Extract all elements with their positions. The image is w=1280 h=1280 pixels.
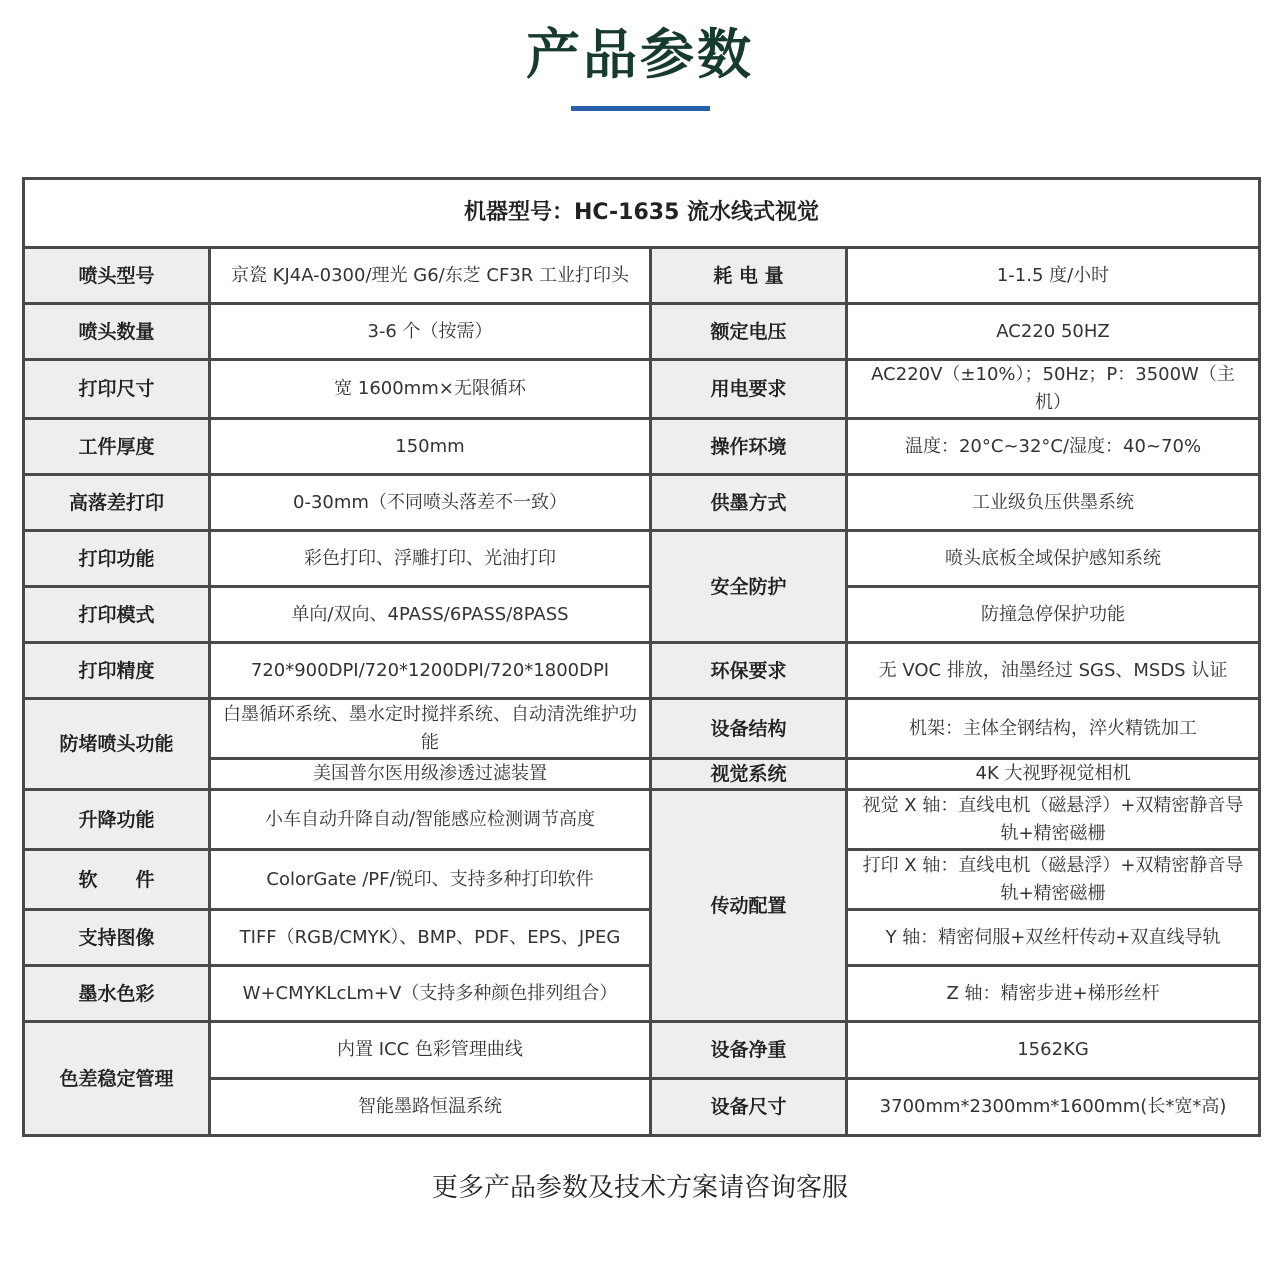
- page-title: 产品参数: [526, 23, 754, 86]
- row-value: 喷头底板全域保护感知系统: [847, 531, 1260, 587]
- row-value: 京瓷 KJ4A-0300/理光 G6/东芝 CF3R 工业打印头: [210, 248, 651, 304]
- row-label: 视觉系统: [651, 759, 847, 790]
- table-row: [24, 419, 1260, 475]
- row-label: 打印功能: [24, 531, 210, 587]
- table-row: [24, 643, 1260, 699]
- row-value: 150mm: [210, 419, 651, 475]
- row-label: 防堵喷头功能: [24, 699, 210, 790]
- row-value: 0-30mm（不同喷头落差不一致）: [210, 475, 651, 531]
- row-label: 工件厚度: [24, 419, 210, 475]
- row-label: 打印模式: [24, 587, 210, 643]
- row-label: 耗 电 量: [651, 248, 847, 304]
- table-row: [24, 699, 1260, 759]
- row-label: 打印尺寸: [24, 360, 210, 419]
- row-value: 1-1.5 度/小时: [847, 248, 1260, 304]
- table-row: [24, 1079, 1260, 1136]
- row-value: 1562KG: [847, 1022, 1260, 1079]
- row-label: 设备尺寸: [651, 1079, 847, 1136]
- machine-model-header: 机器型号：HC-1635 流水线式视觉: [24, 179, 1260, 248]
- row-value: 工业级负压供墨系统: [847, 475, 1260, 531]
- table-row: [24, 360, 1260, 419]
- row-value: 防撞急停保护功能: [847, 587, 1260, 643]
- row-label: 支持图像: [24, 910, 210, 966]
- row-value: 720*900DPI/720*1200DPI/720*1800DPI: [210, 643, 651, 699]
- row-value: 3-6 个（按需）: [210, 304, 651, 360]
- row-value: 无 VOC 排放，油墨经过 SGS、MSDS 认证: [847, 643, 1260, 699]
- row-label: 用电要求: [651, 360, 847, 419]
- row-label: 喷头型号: [24, 248, 210, 304]
- table-row: [24, 587, 1260, 643]
- table-row: [24, 531, 1260, 587]
- row-label: 传动配置: [651, 790, 847, 1022]
- title-underline: [571, 106, 710, 111]
- row-label: 色差稳定管理: [24, 1022, 210, 1136]
- row-value: Y 轴：精密伺服+双丝杆传动+双直线导轨: [847, 910, 1260, 966]
- row-value: 小车自动升降自动/智能感应检测调节高度: [210, 790, 651, 850]
- table-row: [24, 790, 1260, 850]
- table-row: [24, 966, 1260, 1022]
- row-label: 墨水色彩: [24, 966, 210, 1022]
- row-label: 额定电压: [651, 304, 847, 360]
- table-row: [24, 910, 1260, 966]
- row-value: TIFF（RGB/CMYK）、BMP、PDF、EPS、JPEG: [210, 910, 651, 966]
- row-value: 温度：20°C~32°C/湿度：40~70%: [847, 419, 1260, 475]
- row-label: 打印精度: [24, 643, 210, 699]
- row-label: 软 件: [24, 850, 210, 910]
- row-label: 供墨方式: [651, 475, 847, 531]
- row-value: 智能墨路恒温系统: [210, 1079, 651, 1136]
- row-label: 环保要求: [651, 643, 847, 699]
- row-value: 机架：主体全钢结构，淬火精铣加工: [847, 699, 1260, 759]
- row-value: AC220V（±10%）；50Hz；P：3500W（主机）: [847, 360, 1260, 419]
- row-value: 4K 大视野视觉相机: [847, 759, 1260, 790]
- row-value: 宽 1600mm×无限循环: [210, 360, 651, 419]
- row-label: 设备净重: [651, 1022, 847, 1079]
- table-row: [24, 475, 1260, 531]
- row-value: 内置 ICC 色彩管理曲线: [210, 1022, 651, 1079]
- row-value: 打印 X 轴：直线电机（磁悬浮）+双精密静音导轨+精密磁栅: [847, 850, 1260, 910]
- table-header-row: [24, 179, 1260, 248]
- table-row: [24, 248, 1260, 304]
- row-value: 白墨循环系统、墨水定时搅拌系统、自动清洗维护功能: [210, 699, 651, 759]
- row-value: Z 轴：精密步进+梯形丝杆: [847, 966, 1260, 1022]
- table-row: [24, 759, 1260, 790]
- row-label: 安全防护: [651, 531, 847, 643]
- footer-note: 更多产品参数及技术方案请咨询客服: [431, 1173, 848, 1203]
- row-label: 喷头数量: [24, 304, 210, 360]
- table-row: [24, 1022, 1260, 1079]
- row-label: 操作环境: [651, 419, 847, 475]
- row-value: AC220 50HZ: [847, 304, 1260, 360]
- spec-table: [22, 177, 1261, 1137]
- row-value: 单向/双向、4PASS/6PASS/8PASS: [210, 587, 651, 643]
- row-label: 升降功能: [24, 790, 210, 850]
- table-row: [24, 850, 1260, 910]
- table-row: [24, 304, 1260, 360]
- row-value: 3700mm*2300mm*1600mm(长*宽*高): [847, 1079, 1260, 1136]
- row-value: 视觉 X 轴：直线电机（磁悬浮）+双精密静音导轨+精密磁栅: [847, 790, 1260, 850]
- row-value: 美国普尔医用级渗透过滤装置: [210, 759, 651, 790]
- row-value: W+CMYKLcLm+V（支持多种颜色排列组合）: [210, 966, 651, 1022]
- row-value: 彩色打印、浮雕打印、光油打印: [210, 531, 651, 587]
- row-value: ColorGate /PF/锐印、支持多种打印软件: [210, 850, 651, 910]
- row-label: 设备结构: [651, 699, 847, 759]
- row-label: 高落差打印: [24, 475, 210, 531]
